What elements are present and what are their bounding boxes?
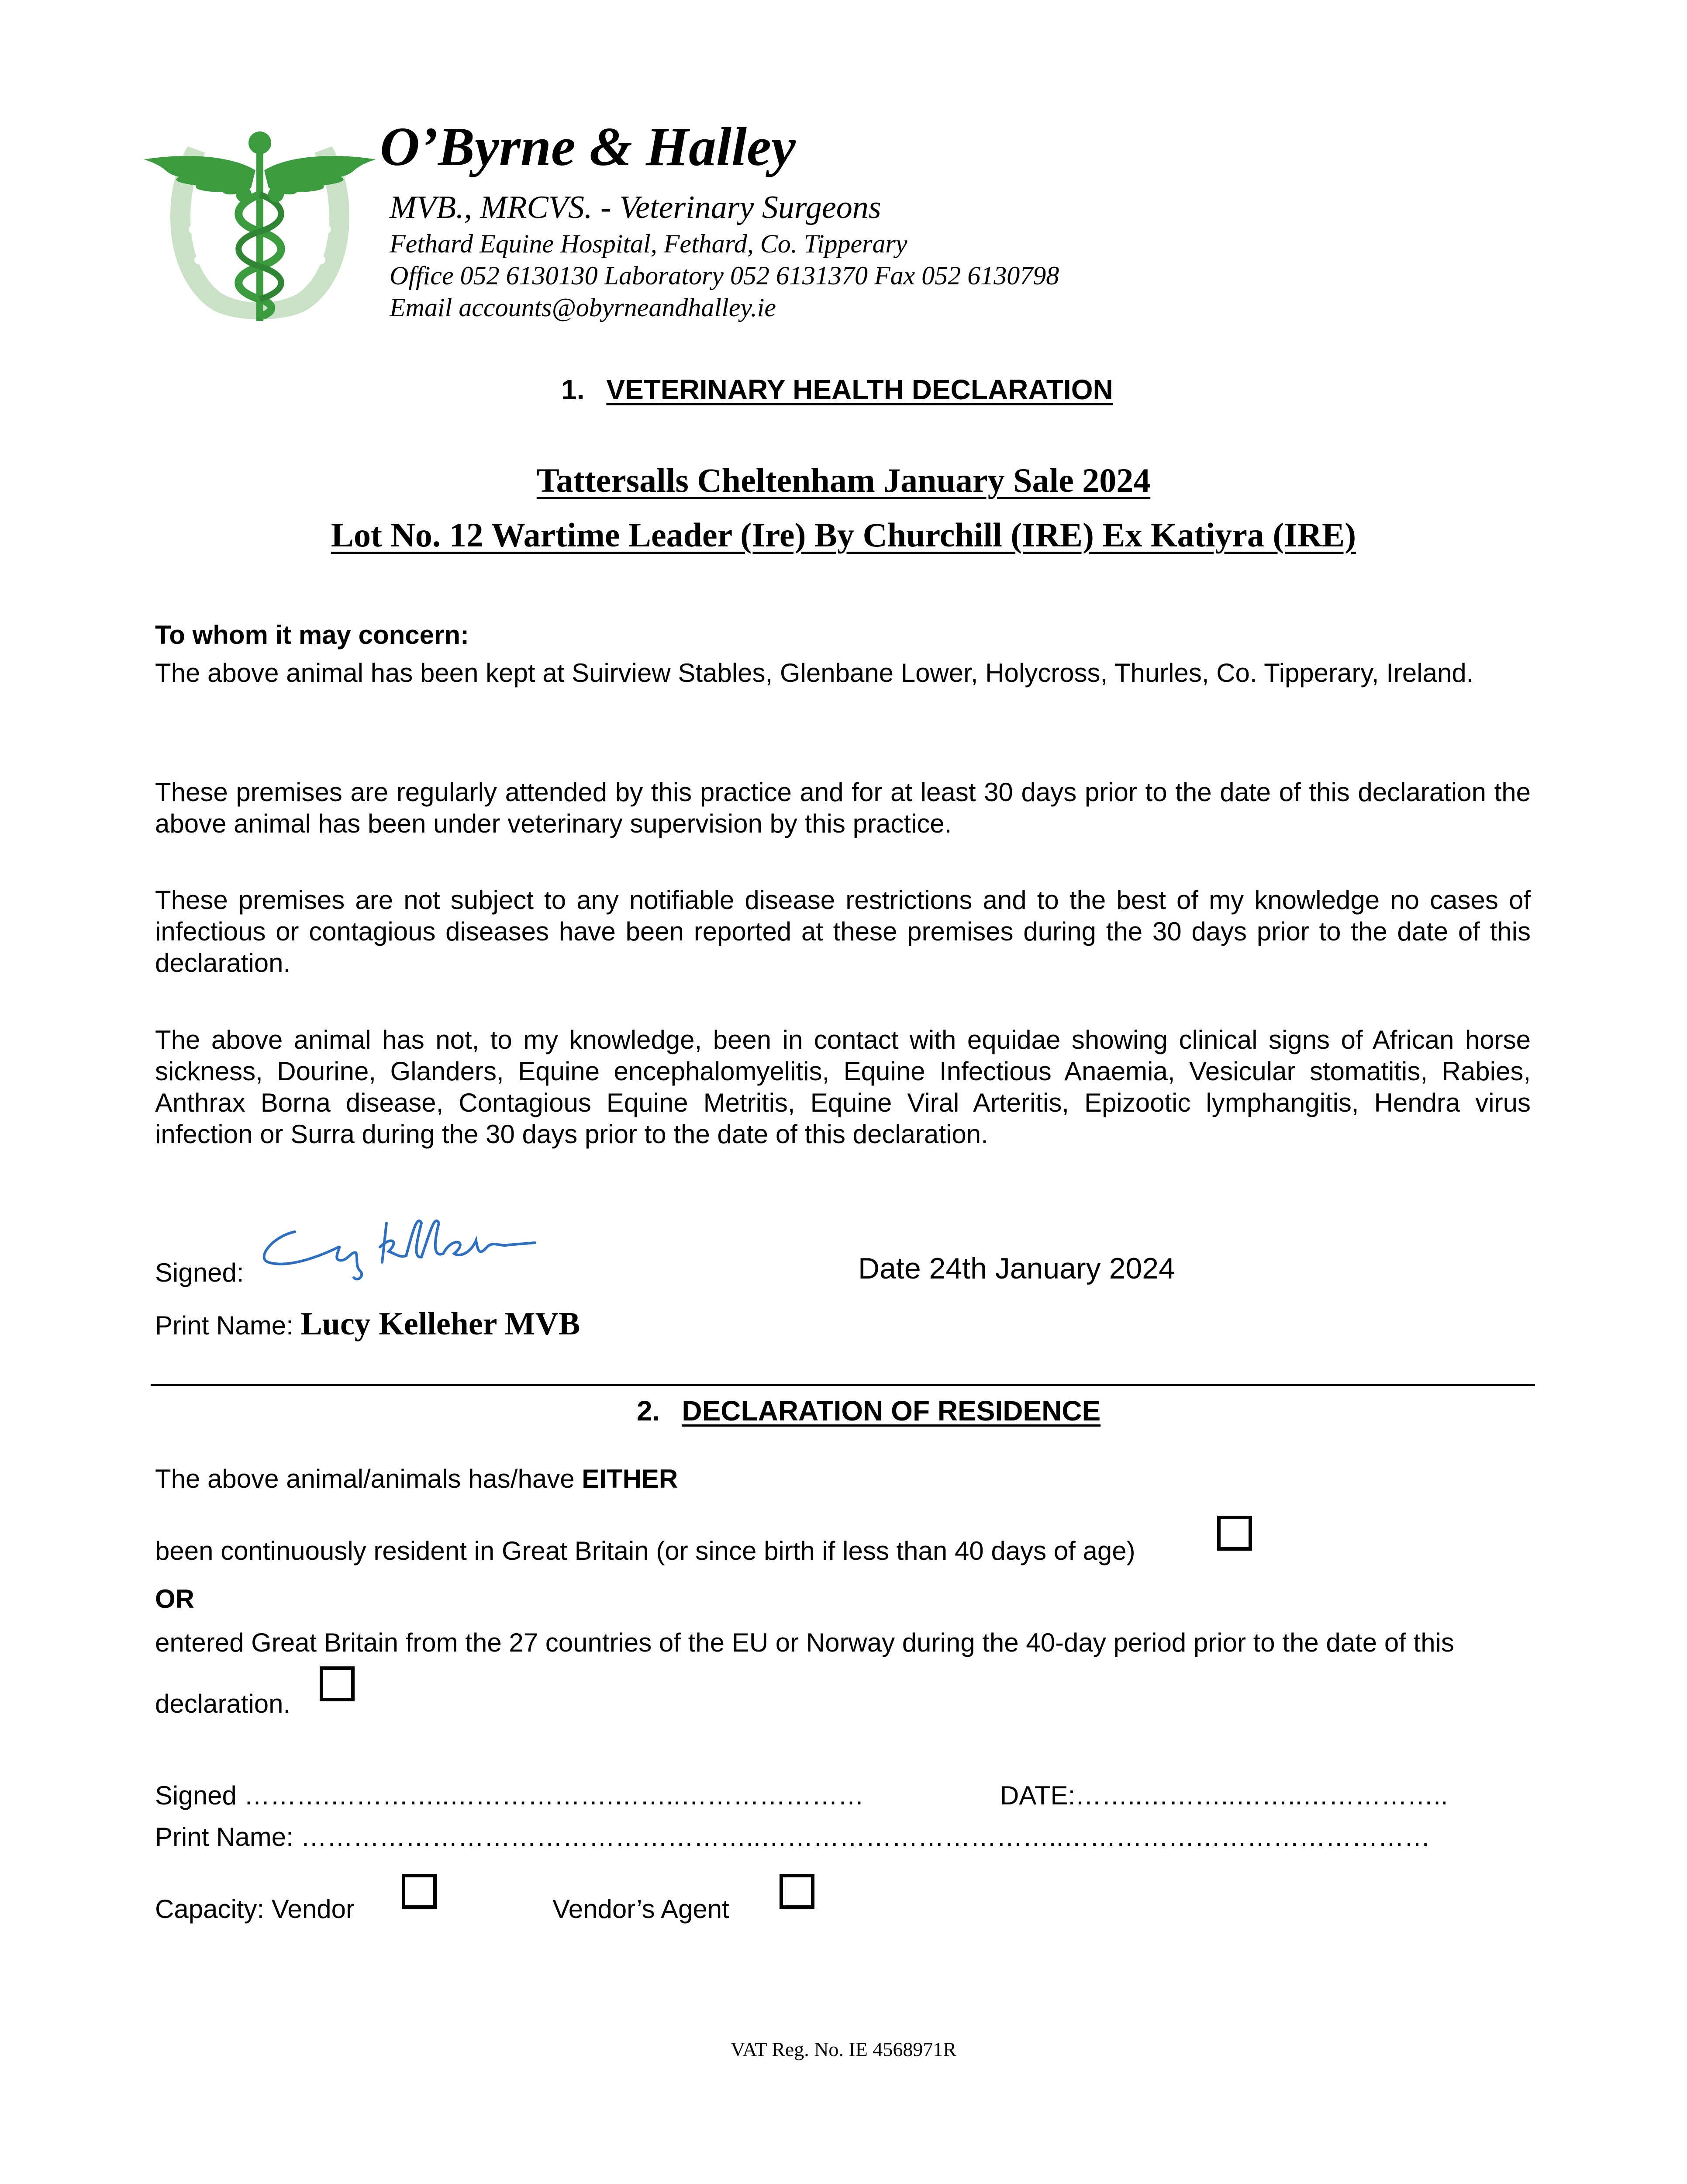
section2-number: 2. [637,1395,660,1427]
section-divider [151,1384,1535,1386]
section2-heading [637,1395,1101,1427]
paragraph-supervision: These premises are regularly attended by this practice and for at least 30 days prior to the date of this declaration the above animal has been under veterinary supervision by this practice. [155,778,1531,838]
practice-name: O’Byrne & Halley [380,117,796,177]
residence-intro [155,1463,678,1495]
resident-checkbox[interactable] [1217,1516,1252,1551]
section1-heading [561,373,1113,406]
print-name-value: Lucy Kelleher MVB [300,1306,580,1342]
capacity-vendor-label: Capacity: Vendor [155,1894,355,1924]
option-entered-text-line1: entered Great Britain from the 27 countries of the EU or Norway during the 40-day period prior to the date of this [155,1628,1454,1657]
sale-title: Tattersalls Cheltenham January Sale 2024 [536,461,1151,499]
paragraph-premises: The above animal has been kept at Suirview Stables, Glenbane Lower, Holycross, Thurles, Co. Tipperary, Ireland. [155,658,1474,688]
section1-title: VETERINARY HEALTH DECLARATION [606,374,1113,405]
date-line: DATE:……..………..……..…………….. [1000,1781,1448,1810]
section2-title: DECLARATION OF RESIDENCE [682,1395,1101,1427]
vat-registration: VAT Reg. No. IE 4568971R [730,2038,957,2060]
or-label: OR [155,1584,194,1614]
caduceus-horseshoe-icon [144,129,376,328]
practice-address: Fethard Equine Hospital, Fethard, Co. Tipperary [390,229,907,258]
option-resident-text: been continuously resident in Great Britain (or since birth if less than 40 days of age) [155,1536,1135,1565]
signature [255,1206,544,1284]
paragraph-restrictions: These premises are not subject to any notifiable disease restrictions and to the best of my knowledge no cases of infectious or contagious diseases have been reported at these premises during the 30 days prior to the date of this declaration. [155,885,1531,978]
practice-phones: Office 052 6130130 Laboratory 052 6131370 Fax 052 6130798 [390,261,1059,290]
declaration-date: Date 24th January 2024 [858,1252,1175,1285]
practice-email: Email accounts@obyrneandhalley.ie [390,293,776,322]
section1-number: 1. [561,374,585,405]
option-entered-text-line2: declaration. [155,1689,291,1718]
signed-label: Signed: [155,1258,244,1287]
practice-qualifications: MVB., MRCVS. - Veterinary Surgeons [390,190,881,225]
salutation: To whom it may concern: [155,620,469,650]
print-name-row [155,1308,580,1341]
vendors-agent-checkbox[interactable] [780,1874,814,1909]
print-name-label: Print Name: [155,1311,293,1340]
print-name-line: Print Name: ……………………………………………..……………………………..…………………………………… [155,1822,1431,1852]
vendor-checkbox[interactable] [402,1874,437,1909]
handwritten-signature-icon [255,1206,544,1284]
vendors-agent-label: Vendor’s Agent [552,1894,729,1924]
practice-logo [144,129,376,328]
residence-intro-text: The above animal/animals has/have [155,1464,575,1493]
signed-line: Signed ……….…………..……………….……..………………… [155,1781,864,1810]
residence-intro-either: EITHER [582,1464,678,1493]
lot-title: Lot No. 12 Wartime Leader (Ire) By Churchill (IRE) Ex Katiyra (IRE) [331,516,1356,554]
paragraph-contact: The above animal has not, to my knowledge, been in contact with equidae showing clinical signs of African horse sickness, Dourine, Glanders, Equine encephalomyelitis, Equine Infectious Anaemia, Vesicular stomatitis, Rabies, Anthrax Borna disease, Contagious Equine Metritis, Equine Viral Arteritis, Epizootic lymphangitis, Hendra virus infection or Surra during the 30 days prior to the date of this declaration. [155,1025,1531,1149]
entered-checkbox[interactable] [320,1666,355,1701]
